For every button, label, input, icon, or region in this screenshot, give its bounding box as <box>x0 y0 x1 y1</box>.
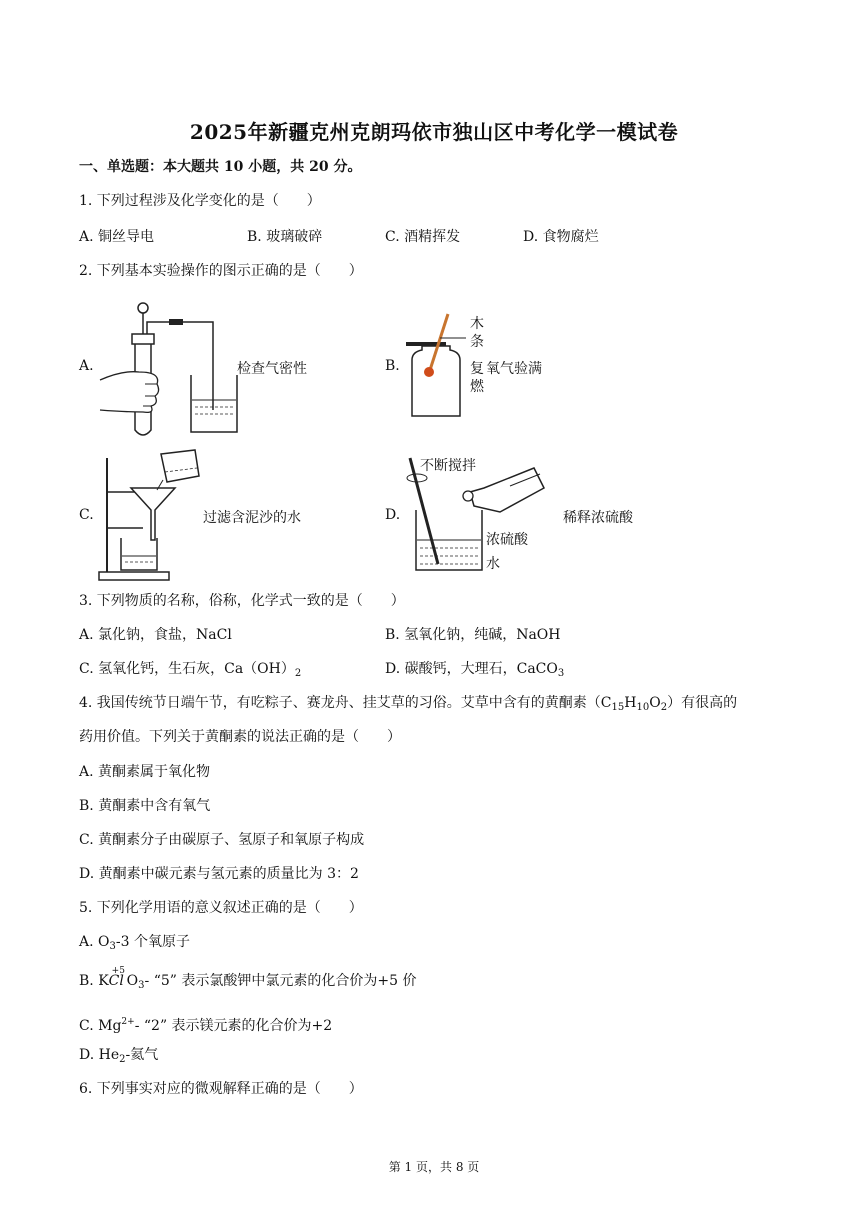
q1-option-d: D. 食物腐烂 <box>523 229 599 245</box>
q3-option-d: D. 碳酸钙，大理石，CaCO$_3$ <box>385 661 565 679</box>
q1-option-a: A. 铜丝导电 <box>79 229 155 245</box>
airtightness-check-figure <box>95 300 245 442</box>
question-4-stem: 4. 我国传统节日端午节，有吃粽子、赛龙舟、挂艾草的习俗。艾草中含有的黄酮素$(C_{15}H_{10}O_2)$有很高的 <box>79 695 738 713</box>
q5-option-b: B. K +5 Cl $O_3-$ “5” 表示氯酸钾中氯元素的化合价为+5 价 <box>79 966 417 991</box>
q1-option-c: C. 酒精挥发 <box>385 229 461 245</box>
filtration-figure <box>95 448 205 583</box>
q3-option-c: C. 氢氧化钙，生石灰，$Ca(OH)_2$ <box>79 661 302 679</box>
q5-option-c: C. $Mg^{2+}-$ “2” 表示镁元素的化合价为+2 <box>79 1017 333 1034</box>
q2-d-label-stir: 不断搅拌 <box>420 458 476 474</box>
q2-option-b-caption: 氧气验满 <box>486 361 542 377</box>
page-footer: 第 1 页，共 8 页 <box>388 1160 480 1174</box>
section-heading: 一、单选题：本大题共 10 小题，共 20 分。 <box>79 159 362 175</box>
q2-b-label-1: 木 <box>470 316 484 332</box>
question-5-stem: 5. 下列化学用语的意义叙述正确的是（ ） <box>79 900 363 916</box>
question-6-stem: 6. 下列事实对应的微观解释正确的是（ ） <box>79 1081 363 1097</box>
q2-option-d-letter: D. <box>385 507 401 523</box>
q4-option-a: A. 黄酮素属于氧化物 <box>79 764 211 780</box>
q2-b-label-4: 燃 <box>470 379 484 395</box>
q2-d-label-water: 水 <box>486 556 500 572</box>
question-4-stem-cont: 药用价值。下列关于黄酮素的说法正确的是（ ） <box>79 729 401 745</box>
question-3-stem: 3. 下列物质的名称，俗称，化学式一致的是（ ） <box>79 593 405 609</box>
q2-option-a-letter: A. <box>79 358 94 374</box>
q5-option-d: D. $He_2-$氦气 <box>79 1047 159 1065</box>
q2-d-label-acid: 浓硫酸 <box>486 532 528 548</box>
question-1-stem: 1. 下列过程涉及化学变化的是（ ） <box>79 193 321 209</box>
q2-option-c-caption: 过滤含泥沙的水 <box>203 510 301 526</box>
q2-b-label-2: 条 <box>470 334 484 350</box>
q2-option-b-letter: B. <box>385 358 400 374</box>
q2-option-d-caption: 稀释浓硫酸 <box>563 510 633 526</box>
q4-option-d: D. 黄酮素中碳元素与氢元素的质量比为 3：2 <box>79 866 359 882</box>
q4-option-c: C. 黄酮素分子由碳原子、氢原子和氧原子构成 <box>79 832 365 848</box>
q3-option-a: A. 氯化钠，食盐，NaCl <box>79 627 232 643</box>
q1-option-b: B. 玻璃破碎 <box>247 229 323 245</box>
q5-option-a: A. $O_3-3$ 个氧原子 <box>79 934 190 952</box>
page-title: 2025年新疆克州克朗玛依市独山区中考化学一模试卷 <box>189 120 679 144</box>
q4-option-b: B. 黄酮素中含有氧气 <box>79 798 211 814</box>
q2-option-a-caption: 检查气密性 <box>237 361 307 377</box>
q2-option-c-letter: C. <box>79 507 94 523</box>
question-2-stem: 2. 下列基本实验操作的图示正确的是（ ） <box>79 263 363 279</box>
q3-option-b: B. 氢氧化钠，纯碱，NaOH <box>385 627 561 643</box>
q2-b-label-3: 复 <box>470 361 484 377</box>
